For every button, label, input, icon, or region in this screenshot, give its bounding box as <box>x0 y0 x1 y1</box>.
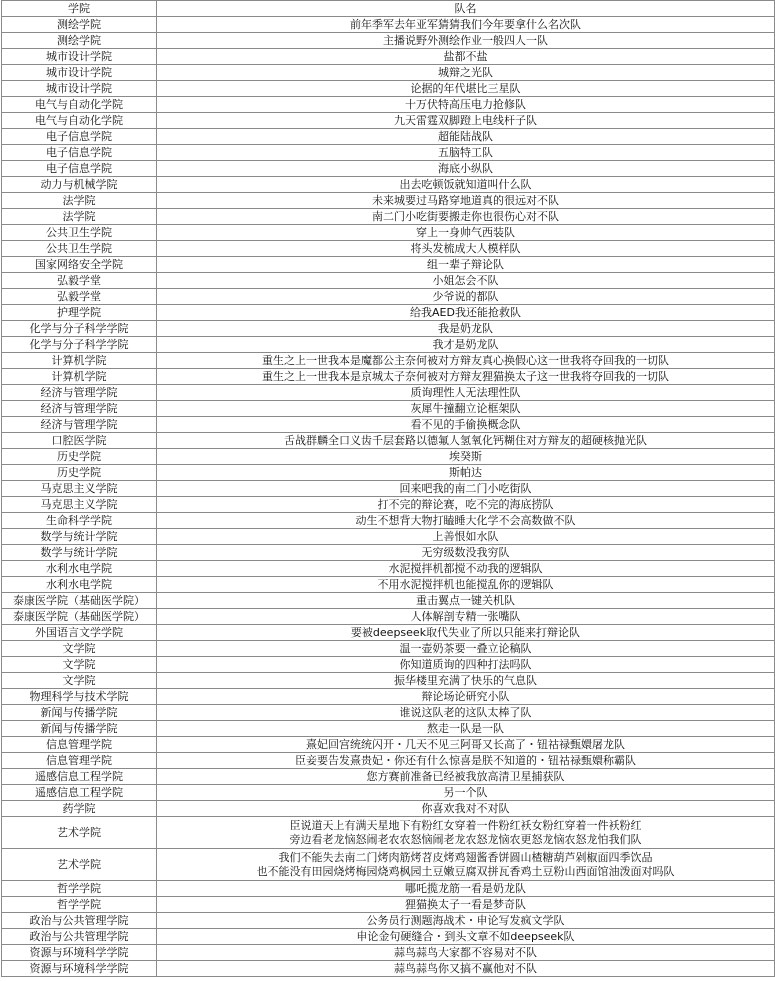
college-cell: 法学院 <box>2 193 157 209</box>
college-cell: 测绘学院 <box>2 17 157 33</box>
table-row <box>2 321 775 337</box>
table-row <box>2 353 775 369</box>
team-name-cell: 臣妾要告发熹贵妃・你还有什么惊喜是朕不知道的・钮祜禄甄嬛称霸队 <box>157 753 775 769</box>
table-row <box>2 737 775 753</box>
college-cell: 艺术学院 <box>2 817 157 849</box>
team-name-cell: 组一辈子辩论队 <box>157 257 775 273</box>
college-cell: 文学院 <box>2 641 157 657</box>
table-row <box>2 257 775 273</box>
team-name-cell: 熹妃回宫统统闪开・几天不见三阿哥又长高了・钮祜禄甄嬛屠龙队 <box>157 737 775 753</box>
team-name-cell: 斯帕达 <box>157 465 775 481</box>
team-name-cell: 重生之上一世我本是魔都公主奈何被对方辩友真心换假心这一世我将夺回我的一切队 <box>157 353 775 369</box>
table-row <box>2 609 775 625</box>
team-name-cell: 你喜欢我对不对队 <box>157 801 775 817</box>
college-cell: 公共卫生学院 <box>2 241 157 257</box>
team-name-cell: 要被deepseek取代失业了所以只能来打辩论队 <box>157 625 775 641</box>
team-name-cell: 振华楼里充满了快乐的气息队 <box>157 673 775 689</box>
team-name-cell: 我是奶龙队 <box>157 321 775 337</box>
team-name-cell: 重击翼点一键关机队 <box>157 593 775 609</box>
table-row <box>2 369 775 385</box>
team-name-cell: 南二门小吃街要搬走你也很伤心对不队 <box>157 209 775 225</box>
team-name-cell <box>157 849 775 881</box>
team-name-cell: 出去吃顿饭就知道叫什么队 <box>157 177 775 193</box>
college-column-header: 学院 <box>2 1 157 17</box>
team-column-header: 队名 <box>157 1 775 17</box>
table-row <box>2 817 775 849</box>
college-cell: 资源与环境科学学院 <box>2 945 157 961</box>
team-name-cell: 谁说这队老的这队太棒了队 <box>157 705 775 721</box>
college-cell: 城市设计学院 <box>2 65 157 81</box>
team-name-cell: 海底小纵队 <box>157 161 775 177</box>
table-row <box>2 209 775 225</box>
table-row <box>2 689 775 705</box>
college-cell: 生命科学学院 <box>2 513 157 529</box>
team-name-cell: 熬走一队是一队 <box>157 721 775 737</box>
team-name-cell: 动生不想背大物打瞌睡大化学不会高数做不队 <box>157 513 775 529</box>
table-row <box>2 65 775 81</box>
team-name-cell: 穿上一身帅气西装队 <box>157 225 775 241</box>
table-row <box>2 529 775 545</box>
team-name-cell: 您方赛前准备已经被我放高清卫星捕获队 <box>157 769 775 785</box>
table-row <box>2 769 775 785</box>
team-name-table <box>1 0 775 977</box>
table-row <box>2 961 775 977</box>
college-cell: 动力与机械学院 <box>2 177 157 193</box>
team-name-line: 我们不能失去南二门烤肉筋烤苕皮烤鸡翅酱香饼圆山楂糖葫芦剁椒面四季饮品 <box>278 850 653 864</box>
table-row <box>2 577 775 593</box>
table-row <box>2 673 775 689</box>
college-cell: 化学与分子科学学院 <box>2 337 157 353</box>
team-name-cell: 人体解剖专精一张嘴队 <box>157 609 775 625</box>
team-name-cell: 少爷说的都队 <box>157 289 775 305</box>
table-row <box>2 337 775 353</box>
team-name-cell: 另一个队 <box>157 785 775 801</box>
team-name-cell: 城辩之光队 <box>157 65 775 81</box>
table-row <box>2 49 775 65</box>
table-row <box>2 705 775 721</box>
college-cell: 护理学院 <box>2 305 157 321</box>
table-row <box>2 225 775 241</box>
college-cell: 新闻与传播学院 <box>2 705 157 721</box>
team-name-cell: 论据的年代堪比三星队 <box>157 81 775 97</box>
college-cell: 艺术学院 <box>2 849 157 881</box>
college-cell: 弘毅学堂 <box>2 273 157 289</box>
college-cell: 物理科学与技术学院 <box>2 689 157 705</box>
team-name-cell: 质询理性人无法理性队 <box>157 385 775 401</box>
table-row <box>2 593 775 609</box>
table-row <box>2 897 775 913</box>
table-row <box>2 465 775 481</box>
table-row <box>2 129 775 145</box>
college-cell: 信息管理学院 <box>2 753 157 769</box>
table-row <box>2 849 775 881</box>
team-name-cell: 哪吒揽龙筋一看是奶龙队 <box>157 881 775 897</box>
table-row <box>2 657 775 673</box>
table-row <box>2 417 775 433</box>
college-cell: 电子信息学院 <box>2 145 157 161</box>
college-cell: 化学与分子科学学院 <box>2 321 157 337</box>
team-name-cell: 打不完的辩论赛，吃不完的海底捞队 <box>157 497 775 513</box>
college-cell: 弘毅学堂 <box>2 289 157 305</box>
college-cell: 资源与环境科学学院 <box>2 961 157 977</box>
college-cell: 文学院 <box>2 657 157 673</box>
college-cell: 电气与自动化学院 <box>2 97 157 113</box>
table-row <box>2 401 775 417</box>
table-row <box>2 481 775 497</box>
college-cell: 信息管理学院 <box>2 737 157 753</box>
team-name-cell: 辩论场论研究小队 <box>157 689 775 705</box>
college-cell: 哲学学院 <box>2 881 157 897</box>
college-cell: 计算机学院 <box>2 369 157 385</box>
team-name-line: 臣说道天上有满天星地下有粉红女穿着一件粉红袄女粉红穿着一件袄粉红 <box>289 818 642 832</box>
table-row <box>2 929 775 945</box>
table-row <box>2 273 775 289</box>
table-row <box>2 561 775 577</box>
team-name-cell: 温一壶奶茶要一叠立论稿队 <box>157 641 775 657</box>
team-name-cell: 你知道质询的四种打法吗队 <box>157 657 775 673</box>
team-name-cell: 埃癸斯 <box>157 449 775 465</box>
table-row <box>2 193 775 209</box>
table-row <box>2 881 775 897</box>
college-cell: 泰康医学院（基础医学院） <box>2 609 157 625</box>
team-name-cell: 五脑特工队 <box>157 145 775 161</box>
team-name-cell: 小姐怎会不队 <box>157 273 775 289</box>
college-cell: 法学院 <box>2 209 157 225</box>
team-name-cell: 主播说野外测绘作业一般四人一队 <box>157 33 775 49</box>
college-cell: 公共卫生学院 <box>2 225 157 241</box>
table-row <box>2 721 775 737</box>
table-header-row <box>2 1 775 17</box>
college-cell: 政治与公共管理学院 <box>2 929 157 945</box>
table-row <box>2 113 775 129</box>
college-cell: 口腔医学院 <box>2 433 157 449</box>
team-name-cell: 超能陆战队 <box>157 129 775 145</box>
team-name-cell: 公务员行测题海战术・申论写发疯文学队 <box>157 913 775 929</box>
table-row <box>2 33 775 49</box>
team-name-cell: 重生之上一世我本是京城太子奈何被对方辩友狸猫换太子这一世我将夺回我的一切队 <box>157 369 775 385</box>
college-cell: 城市设计学院 <box>2 81 157 97</box>
college-cell: 电气与自动化学院 <box>2 113 157 129</box>
table-row <box>2 17 775 33</box>
table-row <box>2 385 775 401</box>
team-name-cell: 我才是奶龙队 <box>157 337 775 353</box>
college-cell: 测绘学院 <box>2 33 157 49</box>
table-row <box>2 241 775 257</box>
team-name-cell: 给我AED我还能抢救队 <box>157 305 775 321</box>
team-name-cell: 未来城要过马路穿地道真的很远对不队 <box>157 193 775 209</box>
table-row <box>2 913 775 929</box>
table-row <box>2 449 775 465</box>
college-cell: 马克思主义学院 <box>2 497 157 513</box>
team-name-cell: 上善恨如水队 <box>157 529 775 545</box>
college-cell: 经济与管理学院 <box>2 385 157 401</box>
college-cell: 电子信息学院 <box>2 161 157 177</box>
team-name-cell: 申论金句硬缝合・到头文章不如deepseek队 <box>157 929 775 945</box>
college-cell: 外国语言文学学院 <box>2 625 157 641</box>
table-row <box>2 801 775 817</box>
table-row <box>2 625 775 641</box>
table-row <box>2 289 775 305</box>
college-cell: 数学与统计学院 <box>2 545 157 561</box>
table-body <box>2 17 775 977</box>
college-cell: 城市设计学院 <box>2 49 157 65</box>
team-name-cell: 看不见的手偷换概念队 <box>157 417 775 433</box>
table-row <box>2 177 775 193</box>
team-name-cell: 盐都不盐 <box>157 49 775 65</box>
table-row <box>2 545 775 561</box>
team-name-cell: 水泥搅拌机都搅不动我的逻辑队 <box>157 561 775 577</box>
team-name-cell: 无穷级数没我穷队 <box>157 545 775 561</box>
team-name-cell: 不用水泥搅拌机也能搅乱你的逻辑队 <box>157 577 775 593</box>
college-cell: 泰康医学院（基础医学院） <box>2 593 157 609</box>
table-row <box>2 145 775 161</box>
table-row <box>2 161 775 177</box>
college-cell: 国家网络安全学院 <box>2 257 157 273</box>
team-name-cell: 舌战群麟全口义齿千层套路以德氟人氢氧化钙糊住对方辩友的超硬核抛光队 <box>157 433 775 449</box>
table-row <box>2 785 775 801</box>
college-cell: 文学院 <box>2 673 157 689</box>
team-name-line: 旁边看老龙恼怒闹老农农怒恼闹老龙农怒龙恼农更怒龙恼农怒龙怕我们队 <box>289 832 642 846</box>
college-cell: 数学与统计学院 <box>2 529 157 545</box>
table-row <box>2 945 775 961</box>
team-name-cell <box>157 817 775 849</box>
college-cell: 水利水电学院 <box>2 577 157 593</box>
team-name-cell: 十万伏特高压电力抢修队 <box>157 97 775 113</box>
table-row <box>2 81 775 97</box>
college-cell: 历史学院 <box>2 465 157 481</box>
college-cell: 马克思主义学院 <box>2 481 157 497</box>
table-row <box>2 305 775 321</box>
college-cell: 遥感信息工程学院 <box>2 769 157 785</box>
team-name-cell: 灰犀牛撞翻立论框架队 <box>157 401 775 417</box>
college-cell: 药学院 <box>2 801 157 817</box>
college-cell: 历史学院 <box>2 449 157 465</box>
table-row <box>2 497 775 513</box>
college-cell: 水利水电学院 <box>2 561 157 577</box>
team-name-cell: 狸猫换太子一看是梦奇队 <box>157 897 775 913</box>
table-row <box>2 513 775 529</box>
table-row <box>2 97 775 113</box>
team-name-cell: 前年季军去年亚军猜猜我们今年要拿什么名次队 <box>157 17 775 33</box>
team-name-cell: 九天雷霆双脚蹬上电线杆子队 <box>157 113 775 129</box>
team-name-cell: 蒜鸟蒜鸟大家都不容易对不队 <box>157 945 775 961</box>
table-row <box>2 641 775 657</box>
college-cell: 计算机学院 <box>2 353 157 369</box>
table-row <box>2 433 775 449</box>
college-cell: 经济与管理学院 <box>2 417 157 433</box>
team-name-cell: 蒜鸟蒜鸟你又搞不赢他对不队 <box>157 961 775 977</box>
college-cell: 政治与公共管理学院 <box>2 913 157 929</box>
college-cell: 新闻与传播学院 <box>2 721 157 737</box>
team-name-cell: 回来吧我的南二门小吃街队 <box>157 481 775 497</box>
college-cell: 电子信息学院 <box>2 129 157 145</box>
team-name-cell: 将头发梳成大人模样队 <box>157 241 775 257</box>
college-cell: 经济与管理学院 <box>2 401 157 417</box>
table-row <box>2 753 775 769</box>
college-cell: 遥感信息工程学院 <box>2 785 157 801</box>
team-name-line: 也不能没有田园烧烤梅园烧鸡枫园土豆嫩豆腐双拼瓦香鸡土豆粉山西面馆油泼面对吗队 <box>256 864 675 878</box>
college-cell: 哲学学院 <box>2 897 157 913</box>
